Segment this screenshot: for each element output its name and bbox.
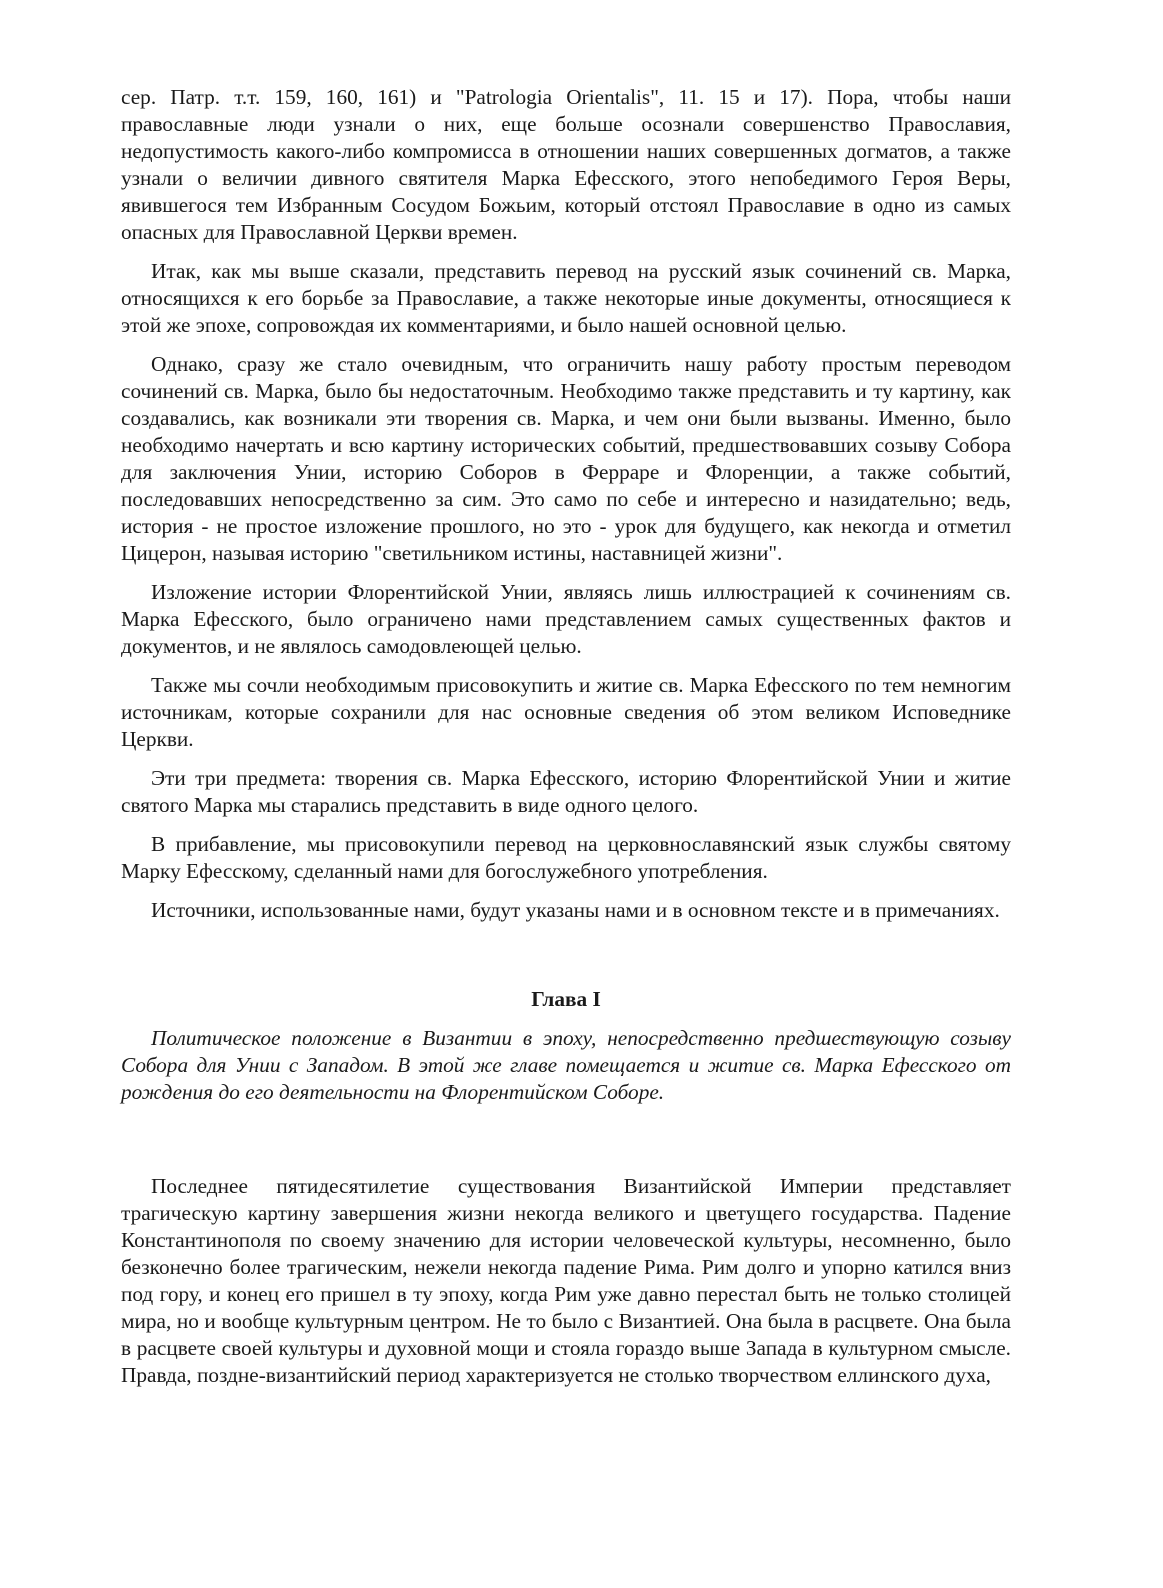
- chapter-summary: Политическое положение в Византии в эпоху, непосредственно предшествующую созыву Собора для Унии с Западом. В этой же главе помещается и житие св. Марка Ефесского от рождения до его деятельности на Флорентийском Соборе.: [121, 1026, 1011, 1104]
- document-page: [121, 84, 1011, 1401]
- chapter-title: Глава I: [531, 987, 601, 1011]
- paragraph-sources: Источники, использованные нами, будут указаны нами и в основном тексте и в примечаниях.: [151, 898, 1000, 922]
- paragraph-union-history: Изложение истории Флорентийской Унии, являясь лишь иллюстрацией к сочинениям св. Марка Ефесского, было ограничено нами представлением самых существенных фактов и документов, и не являлось самодовлеющей целью.: [121, 580, 1011, 658]
- paragraph-service: В прибавление, мы присовокупили перевод на церковнославянский язык службы святому Марку Ефесскому, сделанный нами для богослужебного употребления.: [121, 832, 1011, 883]
- chapter-body-paragraph: Последнее пятидесятилетие существования Византийской Империи представляет трагическую картину завершения жизни некогда великого и цветущего государства. Падение Константинополя по своему значению для истории человеческой культуры, несомненно, было безконечно более трагическим, нежели некогда падение Рима. Рим долго и упорно катился вниз под гору, и конец его пришел в ту эпоху, когда Рим уже давно перестал быть не только столицей мира, но и вообще культурным центром. Не то было с Византией. Она была в расцвете. Она была в расцвете своей культуры и духовной мощи и стояла гораздо выше Запада в культурном смысле. Правда, поздне-византийский период характеризуется не столько творчеством еллинского духа,: [121, 1174, 1011, 1387]
- paragraph-continuation: сер. Патр. т.т. 159, 160, 161) и "Patrologia Orientalis", 11. 15 и 17). Пора, чтобы наши православные люди узнали о них, еще больше осознали совершенство Православия, недопустимость какого-либо компромисса в отношении наших совершенных догматов, а также узнали о величии дивного святителя Марка Ефесского, этого непобедимого Героя Веры, явившегося тем Избранным Сосудом Божьим, который отстоял Православие в одно из самых опасных для Православной Церкви времен.: [121, 85, 1011, 244]
- paragraph-life: Также мы сочли необходимым присовокупить и житие св. Марка Ефесского по тем немногим источникам, которые сохранили для нас основные сведения об этом великом Исповеднике Церкви.: [121, 673, 1011, 751]
- paragraph-goal: Итак, как мы выше сказали, представить перевод на русский язык сочинений св. Марка, относящихся к его борьбе за Православие, а также некоторые иные документы, относящиеся к этой же эпохе, сопровождая их комментариями, и было нашей основной целью.: [121, 259, 1011, 337]
- paragraph-history-scope: Однако, сразу же стало очевидным, что ограничить нашу работу простым переводом сочинений св. Марка, было бы недостаточным. Необходимо также представить и ту картину, как создавались, как возникали эти творения св. Марка, и чем они были вызваны. Именно, было необходимо начертать и всю картину исторических событий, предшествовавших созыву Собора для заключения Унии, историю Соборов в Ферраре и Флоренции, а также событий, последовавших непосредственно за сим. Это само по себе и интересно и назидательно; ведь, история - не простое изложение прошлого, но это - урок для будущего, как некогда и отметил Цицерон, называя историю "светильником истины, наставницей жизни".: [121, 352, 1011, 565]
- paragraph-three-subjects: Эти три предмета: творения св. Марка Ефесского, историю Флорентийской Унии и житие святого Марка мы старались представить в виде одного целого.: [121, 766, 1011, 817]
